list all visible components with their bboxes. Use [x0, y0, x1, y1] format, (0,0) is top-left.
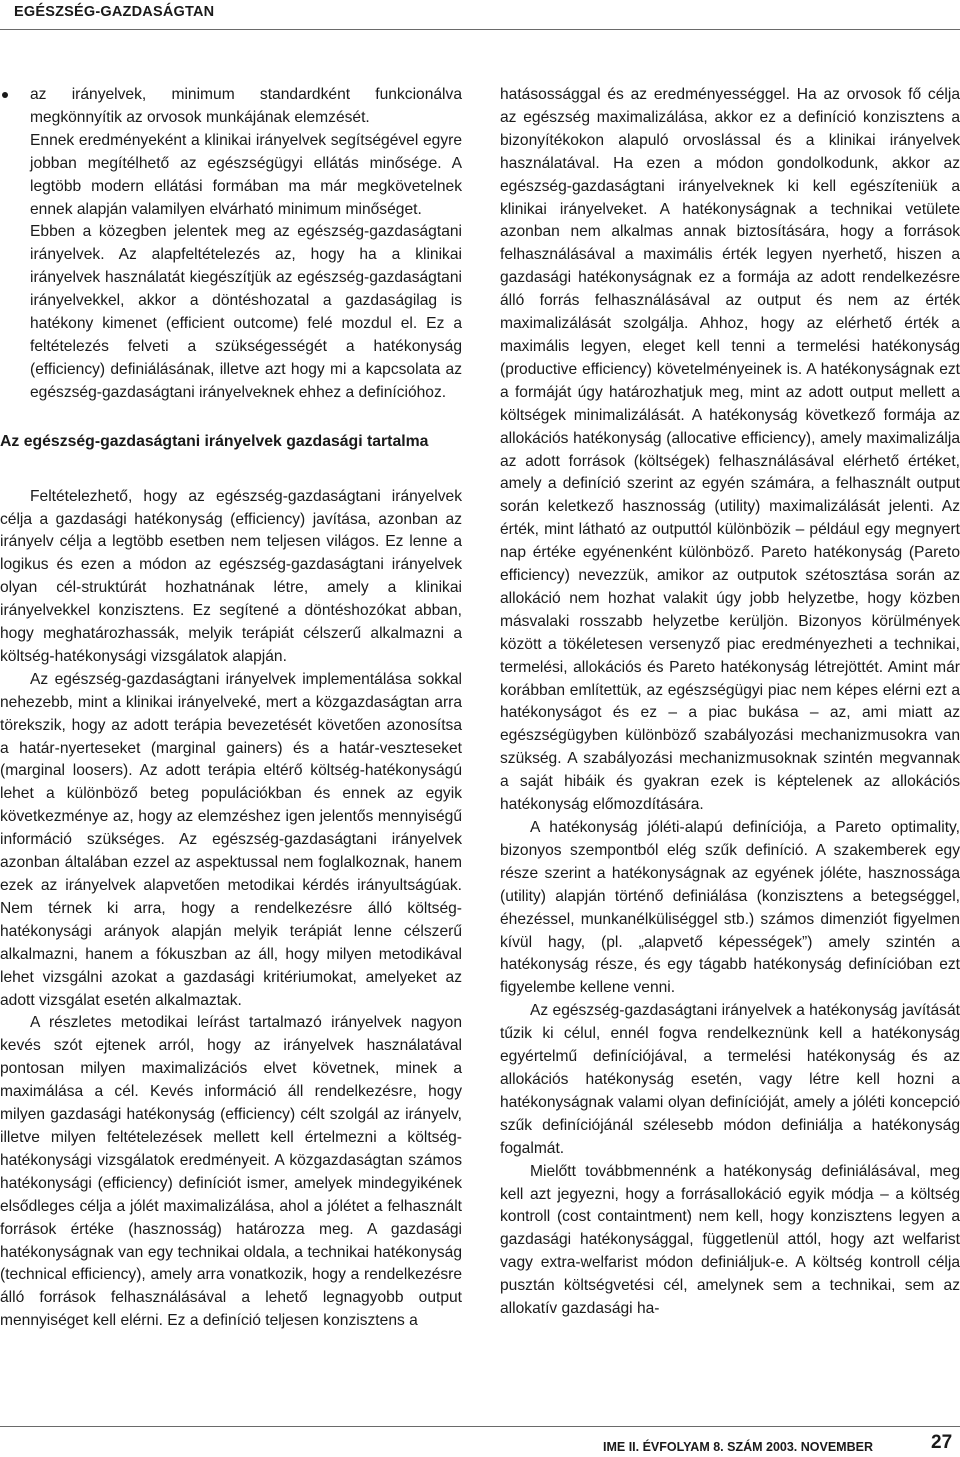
page-number: 27	[931, 1432, 953, 1453]
bullet-item	[0, 84, 462, 130]
body-paragraph: Az egészség-gazdaságtani irányelvek a hatékonyság javítását tűzik ki célul, ennél fogva rendelkeznünk kell a hatékonyság egyértelmű definíciójával, a termelési hatékonyság és az allokációs hatékonyság esetén, vagy létre kell hozni a hatékonyságnak valami olyan definícióját, amely a jóléti koncepció szűk definíciójánál szélesebb módon definiálja a hatékonyság fogalmát.	[500, 1002, 960, 1157]
context-paragraph: Ebben a közegben jelentek meg az egészség-gazdaságtani irányelvek. Az alapfeltételezés az, hogy ha a klinikai irányelvek használatát kiegészítjük az egészség-gazdaságtani irányelvekkel, akkor a döntéshozatal a gazdaságilag is hatékony kimenet (efficient outcome) felé mozdul el. Ez a feltételezés felveti a szükségességét a hatékonyság (efficiency) definiálásának, illetve azt hogy mi a kapcsolata az egészség-gazdaságtani irányelveknek ehhez a definícióhoz.	[30, 223, 462, 401]
running-head: EGÉSZSÉG-GAZDASÁGTAN	[14, 4, 215, 20]
right-column	[500, 84, 960, 1321]
intro-paragraph: Ennek eredményeként a klinikai irányelvek segítségével egyre jobban megítélhető az egészségügyi ellátás minősége. A legtöbb modern ellátási formában ma már megkövetelnek ennek alapján valamilyen elvárható minimum minőséget.	[30, 131, 462, 218]
body-paragraph: Mielőtt továbbmennénk a hatékonyság definiálásával, meg kell azt jegyezni, hogy a forrásallokáció egyik módja – a költség kontroll (cost containtment) nem kell, hogy konzisztens legyen a gazdasági hatékonysággal, függetlenül attól, hogy azt welfarist vagy extra-welfarist módon definiáljuk-e. A költség kontroll célja pusztán költségvetési cél, amelynek sem a technikai, sem az allokatív gazdasági ha-	[500, 1162, 960, 1318]
body-paragraph: A részletes metodikai leírást tartalmazó irányelvek nagyon kevés szót ejtenek arról, hogy az irányelvek használatával pontosan milyen maximalizációs elvet követnek, minek a maximálása a cél. Kevés információ áll rendelkezésre, hogy milyen gazdasági hatékonyság (efficiency) célt szolgál az irányelv, illetve milyen feltételezések mellett kell értelmezni a költség-hatékonysági vizsgálatok eredményeit. A közgazdaságtan számos hatékonysági (efficiency) definíciót ismer, amelyek mindegyikének elsődleges célja a jólét maximalizálása, ahol a jólétet a felhasznált források értéke (hasznosság) határozza meg. A gazdasági hatékonyságnak van egy technikai oldala, a technikai hatékonyság (technical efficiency), amely arra vonatkozik, hogy a rendelkezésre álló források felhasználásával a lehető legnagyobb output mennyiséget kell elérni. Ez a definíció teljesen konzisztens a	[0, 1014, 462, 1330]
body-paragraph: A hatékonyság jóléti-alapú definíciója, a Pareto optimality, bizonyos szempontból elég szűk definíció. A szakemberek egy része szerint a hatékonyságnak az egyének jóléte, hasznossága (utility) alapján történő definiálása (konzisztens a betegséggel, éhezéssel, munkanélküliséggel stb.) számos dimenziót figyelmen kívül hagy, (pl. „alapvető képességek”) amely szintén a hatékonyság része, és egy tágabb hatékonyság definícióban ezt figyelembe kellene venni.	[500, 819, 960, 997]
section-heading: Az egészség-gazdaságtani irányelvek gazdasági tartalma	[0, 432, 429, 450]
body-paragraph: Feltételezhető, hogy az egészség-gazdaságtani irányelvek célja a gazdasági hatékonyság (efficiency) javítása, azonban az irányelv célja a legtöbb esetben nem teljesen világos. Ez lenne a logikus és ezen a módon az egészség-gazdaságtani irányelvek olyan cél-struktúrát hozhatnának létre, amely a klinikai irányelvekkel konzisztens. Ez segítené a döntéshozókat abban, hogy meghatározhassák, melyik terápiát célszerű alkalmazni a költség-hatékonysági vizsgálatok alapján.	[0, 487, 462, 665]
body-paragraph-continued: hatásossággal és az eredményességgel. Ha az orvosok fő célja az egészség maximalizálása, akkor ez a definíció konzisztens a bizonyítékokon alapuló orvoslással és a klinikai irányelvek használatával. Ha ezen a módon gondolkodunk, akkor az egészség-gazdaságtani irányelveknek ki kell egészíteniük a klinikai irányelveket. A hatékonyságnak a technikai vetülete azonban nem alkalmas annak biztosítására, hogy a források felhasználásával a maximális érték legyen nyerhető, hiszen a gazdasági hatékonyságnak ez a formája az adott rendelkezésre álló forrás felhasználásával az output és nem az érték maximalizálását szolgálja. Ahhoz, hogy az elérhető érték a maximális legyen, eleget kell tenni a termelési hatékonyság (productive efficiency) követelményeinek is. A hatékonyságnak ezt a formáját úgy határozhatjuk meg, mint az adott output mellett a költségek minimalizálását. A hatékonyság következő formája az allokációs hatékonyság (allocative efficiency), amely maximalizálja az adott források (költségek) felhasználásával elérhető értéket, amely a definíció szerint az egyén számára, a felhasznált output során keletkező hasznosság (utility) maximalizálását jelenti. Az érték, mint látható az outputtól különbözik – például egy megnyert nap értéke egyénenként különböző. Pareto hatékonyság (Pareto efficiency) nevezzük, amikor az outputok szétosztása során az allokáció nem hozhat valakit úgy jobb helyzetbe, hogy közben másvalaki rosszabb helyzetbe kerüljön. Bizonyos körülmények között a tökéletesen versenyző piac eredményezheti a technikai, termelési, allokációs és Pareto hatékonyság létrejöttét. Amint már korábban említettük, az egészségügyi piac nem képes elérni ezt a hatékonyságot és ez – a piac bukása – az, ami miatt az egészségügyben különböző szabályozási mechanizmusokra van szükség. A szabályozási mechanizmusoknak szintén megvannak a saját hibáik és gyakran ezek is képtelenek az allokációs hatékonyság előmozdítására.	[500, 86, 960, 814]
body-paragraph: Az egészség-gazdaságtani irányelvek implementálása sokkal nehezebb, mint a klinikai irányelveké, mert a közgazdaságtan arra törekszik, hogy az adott terápia bevezetését követően azonosítsa a határ-nyerteseket (marginal gainers) és a határ-veszteseket (marginal loosers). Az adott terápia eltérő költség-hatékonyságú lehet a különböző beteg populációkban és ennek az egyik következménye az, hogy az elemzéshez igen jelentős mennyiségű információ szükséges. Az egészség-gazdaságtani irányelvek azonban általában ezzel az aspektussal nem foglalkoznak, hanem ezek az irányelvek alapvetően metodikai kérdés irányultságúak. Nem térnek ki arra, hogy a rendelkezésre álló költség-hatékonysági arányok alapján melyik terápiát lenne célszerű alkalmazni, hanem a fókuszban az áll, hogy milyen metodikával lehet vizsgálni azokat a gazdasági kritériumokat, amelyeket az adott vizsgálat esetén alkalmaztak.	[0, 670, 462, 1009]
left-column	[0, 84, 462, 1333]
journal-reference: IME II. ÉVFOLYAM 8. SZÁM 2003. NOVEMBER	[603, 1440, 873, 1454]
bullet-dot-icon	[0, 84, 30, 130]
header-rule	[0, 29, 960, 30]
bullet-text: az irányelvek, minimum standardként funkcionálva megkönnyítik az orvosok munkájának elemzését.	[30, 86, 462, 126]
footer-rule	[0, 1426, 960, 1427]
